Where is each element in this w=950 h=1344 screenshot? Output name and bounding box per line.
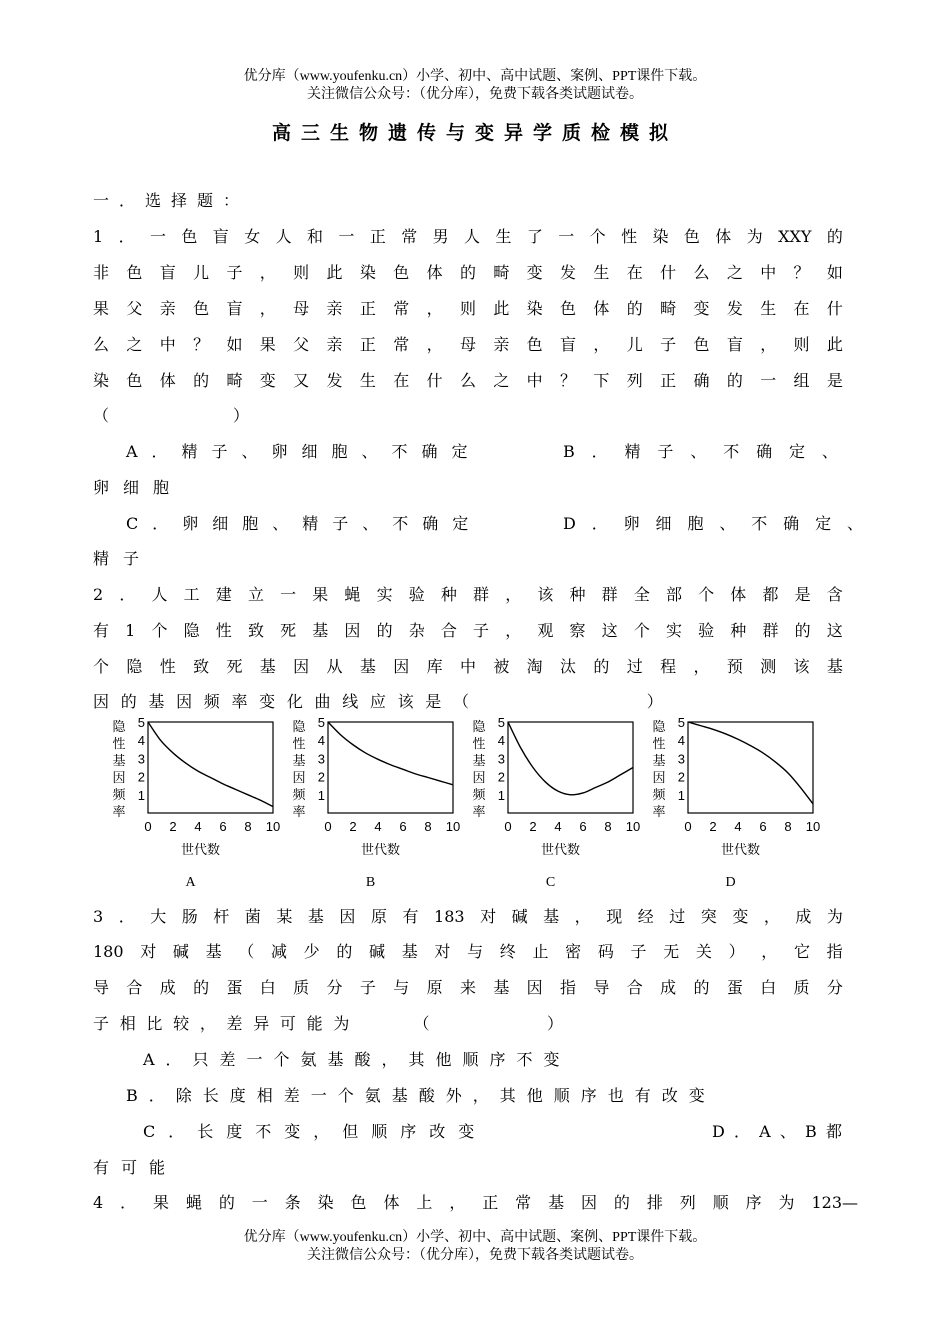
y-axis-label-char: 隐 [472,719,486,734]
x-tick-label: 4 [734,819,742,834]
x-tick-label: 0 [684,819,692,834]
y-axis-label-char: 隐 [652,719,666,734]
y-tick-label: 5 [317,715,325,730]
q3-line-3: 导 合 成 的 蛋 白 质 分 子 与 原 来 基 因 指 导 合 成 的 蛋 白 质 分 [93,978,843,997]
y-axis-label-char: 因 [472,770,486,785]
y-axis-label-char: 频 [112,787,126,802]
x-axis-label: 世代数 [720,842,761,857]
y-axis-label-char: 基 [652,753,666,768]
y-axis-label-char: 率 [472,804,486,819]
y-tick-label: 2 [137,769,145,785]
chart-svg [108,715,288,890]
q1-option-b: B ． 精 子 、 不 确 定 、 [563,442,838,461]
x-tick-label: 4 [194,819,202,834]
x-tick-label: 4 [554,819,562,834]
y-axis-label-char: 频 [292,787,306,802]
q1-option-c: C．卵细胞、精子、不确定 [126,514,483,533]
q1-line-5: 染 色 体 的 畸 变 又 发 生 在 什 么 之 中 ？ 下 列 正 确 的 一 组 是 [93,371,843,390]
x-axis-label: 世代数 [180,842,221,857]
chart-panel-label: B [365,875,376,890]
q1-option-d-cont: 精子 [93,549,154,568]
q3-line-4: 子 相 比 较 ， 差 异 可 能 为 （ ） [93,1014,563,1033]
x-tick-label: 10 [445,819,461,834]
footer-line-2: 关注微信公众号：（优分库），免费下载各类试题试卷。 [307,1248,643,1263]
y-axis-label-char: 因 [112,770,126,785]
chart-svg [648,715,828,890]
chart-panel-label: A [185,875,196,890]
x-tick-label: 4 [374,819,382,834]
chart-svg [468,715,648,890]
q1-line-1: 1 ． 一 色 盲 女 人 和 一 正 常 男 人 生 了 一 个 性 染 色 体 为 XXY 的 [93,227,843,246]
plot-frame [328,722,453,813]
x-tick-label: 6 [759,819,767,834]
x-tick-label: 0 [324,819,332,834]
x-tick-label: 10 [625,819,641,834]
y-tick-label: 2 [317,769,325,785]
y-tick-label: 3 [497,751,505,767]
y-tick-label: 2 [497,769,505,785]
header-line-1: 优分库（www.youfenku.cn）小学、初中、高中试题、案例、PPT课件下载。 [243,69,707,84]
chart-c [468,715,648,890]
x-tick-label: 2 [169,819,177,834]
q3-option-d: D ． A 、 B 都 [712,1122,842,1141]
x-tick-label: 10 [265,819,281,834]
footer-line-1: 优分库（www.youfenku.cn）小学、初中、高中试题、案例、PPT课件下载。 [243,1230,707,1245]
chart-b [288,715,468,890]
plot-frame [508,722,633,813]
y-tick-label: 5 [137,715,145,730]
y-tick-label: 4 [497,733,505,749]
x-tick-label: 10 [805,819,821,834]
y-tick-label: 4 [677,733,685,749]
x-tick-label: 0 [504,819,512,834]
x-axis-label: 世代数 [540,842,581,857]
chart-a [108,715,288,890]
x-tick-label: 8 [424,819,432,834]
y-tick-label: 3 [317,751,325,767]
series-line [508,722,633,795]
q2-line-2: 有 1 个 隐 性 致 死 基 因 的 杂 合 子 ， 观 察 这 个 实 验 种 群 的 这 [93,621,843,640]
q3-option-d-cont: 有可能 [93,1158,178,1177]
y-tick-label: 3 [677,751,685,767]
header-line-2: 关注微信公众号：（优分库），免费下载各类试题试卷。 [307,87,643,102]
q1-line-4: 么 之 中 ？ 如 果 父 亲 正 常 ， 母 亲 色 盲 ， 儿 子 色 盲 ， 则 此 [93,335,843,354]
y-axis-label-char: 基 [292,753,306,768]
y-axis-label-char: 性 [292,736,306,751]
chart-svg [288,715,468,890]
x-axis-label: 世代数 [360,842,401,857]
y-axis-label-char: 率 [292,804,306,819]
q4-line-1: 4 ． 果 蝇 的 一 条 染 色 体 上 ， 正 常 基 因 的 排 列 顺 序 为 123— [93,1193,858,1212]
x-tick-label: 2 [709,819,717,834]
section-heading: 一．选择题： [93,191,250,210]
y-axis-label-char: 性 [652,736,666,751]
y-axis-label-char: 频 [652,787,666,802]
q3-option-b: B．除长度相差一个氨基酸外，其他顺序也有改变 [126,1086,716,1105]
q3-line-2: 180 对 碱 基 （ 减 少 的 碱 基 对 与 终 止 密 码 子 无 关 ） ， 它 指 [93,942,843,961]
q2-line-1: 2 ． 人 工 建 立 一 果 蝇 实 验 种 群 ， 该 种 群 全 部 个 体 都 是 含 [93,585,843,604]
q2-line-3: 个 隐 性 致 死 基 因 从 基 因 库 中 被 淘 汰 的 过 程 ， 预 测 该 基 [93,657,843,676]
chart-panel-label: C [545,875,556,890]
x-tick-label: 2 [529,819,537,834]
y-axis-label-char: 隐 [112,719,126,734]
y-tick-label: 3 [137,751,145,767]
q3-option-a: A．只差一个氨基酸，其他顺序不变 [143,1050,571,1069]
y-axis-label-char: 率 [112,804,126,819]
series-line [148,722,273,807]
q1-option-d: D ． 卵 细 胞 、 不 确 定 、 [563,514,863,533]
x-tick-label: 8 [244,819,252,834]
y-tick-label: 1 [317,787,325,803]
y-tick-label: 1 [137,787,145,803]
y-axis-label-char: 频 [472,787,486,802]
y-tick-label: 1 [677,787,685,803]
plot-frame [148,722,273,813]
q2-line-4: 因 的 基 因 频 率 变 化 曲 线 应 该 是 （ ） [93,692,663,711]
x-tick-label: 6 [399,819,407,834]
y-tick-label: 4 [137,733,145,749]
y-axis-label-char: 因 [292,770,306,785]
y-axis-label-char: 率 [652,804,666,819]
y-axis-label-char: 基 [112,753,126,768]
x-tick-label: 6 [579,819,587,834]
y-axis-label-char: 基 [472,753,486,768]
x-tick-label: 8 [784,819,792,834]
chart-panel-label: D [725,875,736,890]
q1-option-b-cont: 卵细胞 [93,478,184,497]
x-tick-label: 6 [219,819,227,834]
y-tick-label: 2 [677,769,685,785]
chart-d [648,715,828,890]
y-axis-label-char: 隐 [292,719,306,734]
y-tick-label: 1 [497,787,505,803]
q1-line-2: 非 色 盲 儿 子 ， 则 此 染 色 体 的 畸 变 发 生 在 什 么 之 中 ？ 如 [93,263,843,282]
q3-line-1: 3 ． 大 肠 杆 菌 某 基 因 原 有 183 对 碱 基 ， 现 经 过 突 变 ， 成 为 [93,907,843,926]
q1-answer-blank: （ ） [93,406,254,425]
series-line [328,722,453,785]
q1-option-a: A．精子、卵细胞、不确定 [126,442,482,461]
page-title: 高三生物遗传与变异学质检模拟 [271,122,678,144]
y-axis-label-char: 性 [112,736,126,751]
x-tick-label: 2 [349,819,357,834]
y-axis-label-char: 性 [472,736,486,751]
x-tick-label: 8 [604,819,612,834]
series-line [688,722,813,804]
y-tick-label: 5 [497,715,505,730]
y-tick-label: 4 [317,733,325,749]
y-tick-label: 5 [677,715,685,730]
q3-option-c: C．长度不变，但顺序改变 [143,1122,488,1141]
x-tick-label: 0 [144,819,152,834]
y-axis-label-char: 因 [652,770,666,785]
q1-line-3: 果 父 亲 色 盲 ， 母 亲 正 常 ， 则 此 染 色 体 的 畸 变 发 生 在 什 [93,299,843,318]
plot-frame [688,722,813,813]
